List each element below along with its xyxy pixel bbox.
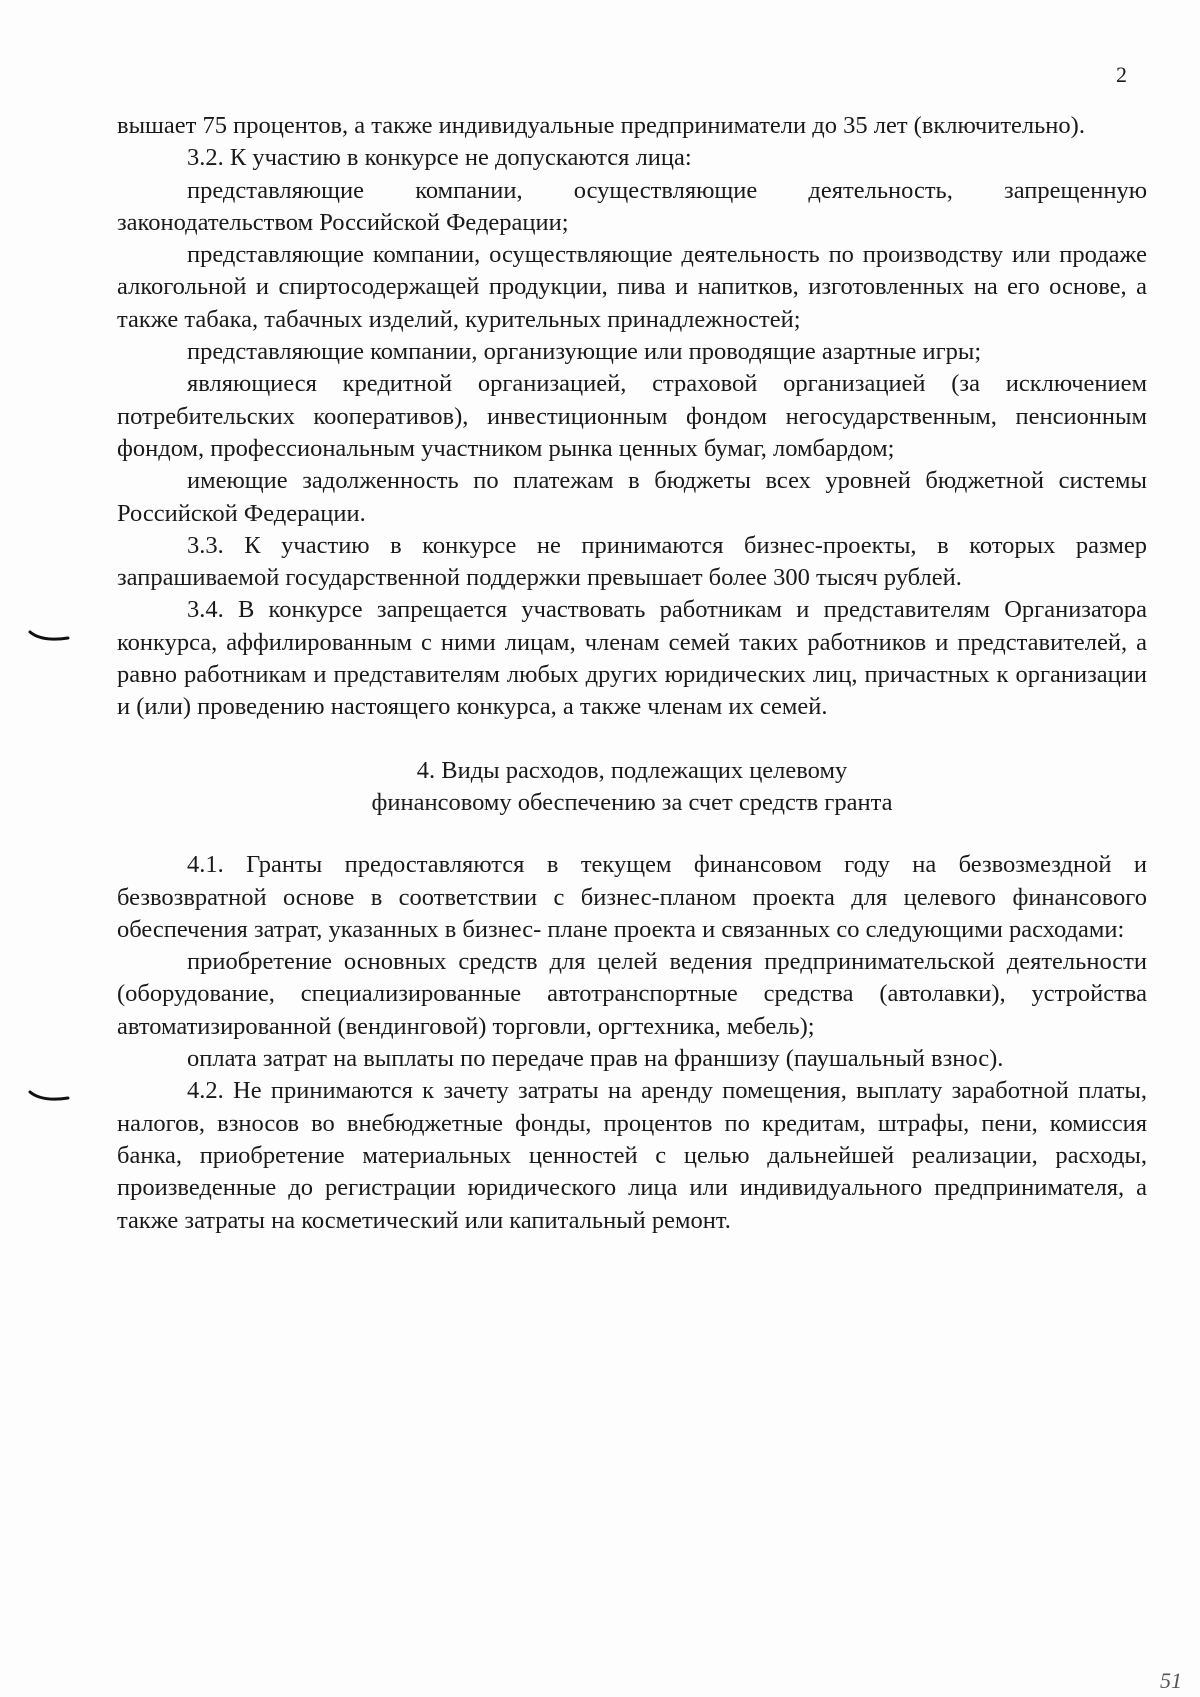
margin-tick-mark: [28, 1090, 72, 1104]
paragraph: вышает 75 процентов, а также индивидуальные предприниматели до 35 лет (включительно).: [117, 112, 1085, 139]
section-heading-line: финансовому обеспечению за счет средств гранта: [371, 788, 893, 816]
paragraph: 4.2. Не принимаются к зачету затраты на аренду помещения, выплату заработной платы, налогов, взносов во внебюджетные фонды, процентов по кредитам, штрафы, пени, комиссия банка, приобретение материальных ценностей с целью дальнейшей реализации, расходы, произведенные до регистрации юридического лица или индивидуального предпринимателя, а также затраты на косметический или капитальный ремонт.: [117, 1077, 1147, 1234]
corner-page-mark: 51: [1160, 1668, 1182, 1693]
paragraph: являющиеся кредитной организацией, страховой организацией (за исключением потребительских кооперативов), инвестиционным фондом негосударственным, пенсионным фондом, профессиональным участником рынка ценных бумаг, ломбардом;: [117, 370, 1147, 462]
section-heading-line: 4. Виды расходов, подлежащих целевому: [416, 756, 848, 784]
paragraph: представляющие компании, осуществляющие деятельность, запрещенную законодательством Российской Федерации;: [117, 176, 1147, 236]
paragraph: оплата затрат на выплаты по передаче прав на франшизу (паушальный взнос).: [187, 1045, 1004, 1073]
paragraph: 3.2. К участию в конкурсе не допускаются лица:: [187, 144, 692, 172]
paragraph: приобретение основных средств для целей ведения предпринимательской деятельности (оборудование, специализированные автотранспортные средства (автолавки), устройства автоматизированной (вендинговой) торговли, оргтехника, мебель);: [117, 948, 1147, 1040]
margin-tick-mark: [28, 630, 72, 644]
paragraph: 4.1. Гранты предоставляются в текущем финансовом году на безвозмездной и безвозвратной основе в соответствии с бизнес-планом проекта для целевого финансового обеспечения затрат, указанных в бизнес- плане проекта и связанных со следующими расходами:: [117, 851, 1147, 943]
paragraph: имеющие задолженность по платежам в бюджеты всех уровней бюджетной системы Российской Федерации.: [117, 467, 1147, 527]
paragraph: 3.4. В конкурсе запрещается участвовать работникам и представителям Организатора конкурса, аффилированным с ними лицам, членам семей таких работников и представителей, а равно работникам и представителям любых других юридических лиц, причастных к организации и (или) проведению настоящего конкурса, а также членам их семей.: [117, 596, 1147, 721]
paragraph: 3.3. К участию в конкурсе не принимаются бизнес-проекты, в которых размер запрашиваемой государственной поддержки превышает более 300 тысяч рублей.: [117, 531, 1147, 592]
page-number: 2: [1116, 62, 1127, 87]
section-heading: [117, 755, 1147, 820]
paragraph: представляющие компании, осуществляющие деятельность по производству или продаже алкогольной и спиртосодержащей продукции, пива и напитков, изготовленных на его основе, а также табака, табачных изделий, курительных принадлежностей;: [117, 241, 1147, 333]
paragraph: представляющие компании, организующие или проводящие азартные игры;: [187, 338, 982, 366]
document-body: [117, 110, 1147, 1237]
